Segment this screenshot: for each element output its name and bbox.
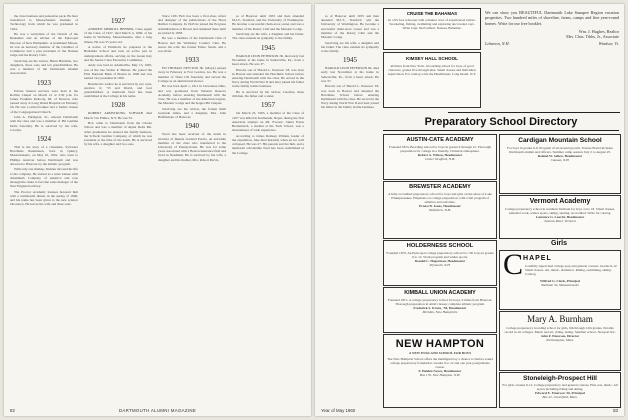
ad-title: Stoneleigh-Prospect Hill xyxy=(523,375,597,382)
obituary-paragraph: ss of Hanover until 1933 and then attended M.I.T., Stanford, and the University of Washington. He became a successful chain-store owner and was a member of the Rotary Club and the Masonic Lodge. xyxy=(232,14,304,31)
ad-place: Box 170, New Hampton, N.H. xyxy=(419,373,461,378)
ad-place: Northampton, Mass. xyxy=(546,338,574,343)
ad-signature-2: Mrs. Chas. Tibbs, Jr., Associate xyxy=(566,34,619,40)
ad-mary-burnham xyxy=(499,311,621,371)
chapel-c-logo: C xyxy=(503,250,524,281)
class-year-heading: 1957 xyxy=(261,101,275,110)
ad-text: A fully accredited preparatory school for boys and girls on the shore of Lake Winnipesaukee. Emphasis on college preparation, with a full program of athletics and activities. xyxy=(388,192,492,205)
girls-section-label: Girls xyxy=(551,240,567,247)
ad-place: Saxtons River, Vermont xyxy=(544,219,576,224)
ad-kimball-union xyxy=(383,287,497,333)
ad-place: Waltham 54, Massachusetts xyxy=(541,283,579,288)
ad-vermont-academy xyxy=(499,195,621,239)
ad-austin-cate xyxy=(383,134,497,180)
ad-kimsey-hall xyxy=(383,52,481,108)
ad-text: Founded 1879. An Episcopal college preparatory school for 150 boys in grades 9 to 12. Work program and winter sports. xyxy=(386,251,494,260)
obituary-column-1 xyxy=(10,14,78,208)
ad-text: For girls. Grades 9-12. College preparatory and general courses. Fine arts, music. All sports including riding and skiing. xyxy=(502,383,618,392)
ad-contact: Edward E. Emerson '36, Principal xyxy=(535,391,585,396)
ad-title: HAPEL xyxy=(523,255,552,262)
ad-brewster xyxy=(383,181,497,239)
ad-title: AUSTIN-CATE ACADEMY xyxy=(406,137,474,143)
obituary-paragraph: HAROLD LEON PETERSON JR. died early last November at his home in Sellersville, Pa., from a heart attack. He was 37. xyxy=(232,53,304,67)
ad-text: 40 miles from New York. A boarding school for boys of good character, grades five through nine. Small classes and individual supervision. For catalog write the Headmaster, Long Island, N.Y. xyxy=(387,64,477,77)
ad-text: In a 95-foot schooner with a mature crew of experienced sailors. Snorkeling, fishing, swimming and exploring uncrowded cays. Write Capt. Ned Gilbert, Nassau, Bahamas. xyxy=(388,18,476,31)
obituary-paragraph: Bob came to Dartmouth from the Choate School and was a member of Alpha Delta Phi. After graduation he entered the family business, the Schwab Lumber Company, of which he was president at the time of his death. He is survived by his wife, a daughter and two sons. xyxy=(84,121,152,147)
ad-text: For boys in grades 6-9. Program of all-around growth. Trustee Board includes Dartmouth alumni and officers. Summer camp session July 2 to August 25. xyxy=(507,146,613,155)
obituary-paragraph: A native of Pittsfield, he prepared at the Berkshire School and took an active part in undergraduate affairs, serving on the Green Key and the Senior Class Executive Committee. xyxy=(84,45,152,62)
ad-contact: Robert A. Wilson, Headmaster xyxy=(417,153,463,158)
ad-place: Center Strafford, N.H. xyxy=(424,157,456,162)
ad-contact: John F. Emerson, Director xyxy=(540,334,580,339)
ad-bahamas-cruise xyxy=(383,8,481,50)
directory-title: Preparatory School Directory xyxy=(424,116,578,128)
ad-title: Mary A. Burnham xyxy=(527,314,593,324)
ad-title: KIMSEY HALL SCHOOL xyxy=(406,56,458,61)
ad-title: NEW HAMPTON xyxy=(395,338,485,350)
ad-text: The New Hampton School offers the intelligent boy a chance to build a sound college preparatory foundation. Grades 9 to 12 and one year postgraduate course. xyxy=(387,357,493,370)
ad-text: College preparatory boarding school for girls, 9th through 12th grades. Notable record in all colleges. Music and art, riding, skiing. Summer school, Newport R.I. xyxy=(504,326,616,335)
ad-contact: Laurence G. Leavitt, Headmaster xyxy=(535,215,585,220)
obituary-paragraph: ROBERT ARMSTRONG SCHWAB died March 3 in Elmira, N.Y. He was 55. xyxy=(84,111,152,120)
ad-title: HOLDERNESS SCHOOL xyxy=(406,243,474,249)
obituary-paragraph: Harold, son of Harold L. Peterson '18, was born in Boston and attended the Hotchkiss School before entering Dartmouth with the class. He served in the Navy during World War II and later joined his father in the family textile business. xyxy=(232,67,304,89)
ad-lake-sunapee xyxy=(485,10,619,106)
obituary-paragraph: Besides his widow he is survived by two sons, Andrew Jr. '53 and David, and four grandchildren. A memorial fund has been established at the College in his name. xyxy=(84,81,152,99)
ad-place: Meriden, New Hampshire xyxy=(422,310,458,315)
ad-signature-1: Wm. J. Hughes, Realtor xyxy=(578,28,619,34)
obituary-paragraph: ED THOMAS NEWTON JR. (Major) passed away in February at Fort Gordon, Ga. He was a member of Theta Chi fraternity and served the College as an alumni interviewer. xyxy=(158,66,226,83)
ad-place: Plymouth, N.H. xyxy=(429,263,451,268)
ad-text: Carefully supervised college prep and general courses. Grades 9-12. Small classes. Art, music, dramatics. Riding, swimming, skiing. Catalog. xyxy=(525,264,618,277)
obituary-paragraph: This is the story of a classmate, Sylvester Hotchkiss Rasmussen, born in Quincy, Massachusetts, on May 10, 1901, who went to Phillips Andover before Dartmouth and was attracted to Hanover by the athletic program. xyxy=(10,145,78,166)
obituary-paragraph: Andy was born in Adamsville, May 13, 1905, son of the late Walter P. Hebner. He joined the First National Bank of Boston in 1928 and was named vice president in 1950. xyxy=(84,63,152,81)
ad-place: Wolfeboro, N.H. xyxy=(429,208,451,213)
class-year-heading: 1924 xyxy=(37,135,51,144)
ad-chapel-hill xyxy=(499,250,621,310)
ad-new-hampton xyxy=(383,334,497,408)
obituary-paragraph: the class business and palaestrae pack. He later transferred to Massachusetts Institute of Technology from which he was graduated in 1924. xyxy=(10,14,78,31)
page-number-left: 82 xyxy=(10,408,15,413)
obituary-column-3 xyxy=(158,14,226,163)
class-year-heading: 1923 xyxy=(37,78,51,87)
class-year-heading: 1927 xyxy=(111,17,125,25)
ad-text: Founded 1823. Boarding school for boys in grades 9 through 12. Thorough preparation for college in a friendly, Christian atmosphere. xyxy=(389,145,491,154)
obituary-paragraph: Private funeral services were held at the Rollins Chapel on March 21 at 2:30 p.m. for James Franklin Peabody, 66, of Newton, who passed away at Long Island Hospital on February 26. He was a retired banker and a former trustee of the Congregational Church. xyxy=(10,88,78,114)
left-page xyxy=(4,4,311,416)
obituary-paragraph: The Proctor Academy trustees honored him with a testimonial dinner in the spring of 1960, and his name has been given to the new science laboratory. He leaves his wife and three sons. xyxy=(10,189,78,207)
right-page xyxy=(315,4,624,416)
ad-contact: Frederick S. Kraus, '38, Headmaster xyxy=(413,306,467,311)
obituary-paragraph: He was a member of the Dartmouth Club of Boston and the Wellesley Country Club. He leaves his wife, the former Elinor Sands, and a son, Peter. xyxy=(158,36,226,54)
obituary-paragraph: He was a vestryman of the Church of the Redeemer and an adviser of the Episcopal Diocese of New Hampshire. A prominent Mason, he was an honorary member of the Chamber of Commerce and a past president of the Nashua lodge and the Rotary Club. xyxy=(10,32,78,58)
obituary-paragraph: With only one mishap, Sumner devoted his life to his company. He started as a sales trainee with Aluminum Company of America and rose through the ranks to become sales manager of the New England territory. xyxy=(10,167,78,189)
class-year-heading: 1945 xyxy=(343,56,357,65)
obituary-paragraph: He was born April 1, 1911 in Cleveland, Ohio, and was graduated from Western Reserve Academy before entering Dartmouth with the class. He was a member of the American Legion, the Masonic Lodge and the Kappa Phi Chapter. xyxy=(158,84,226,106)
obituary-column-2 xyxy=(84,14,152,148)
ad-location-left: Lebanon, N.H. xyxy=(485,41,510,47)
ad-title: Cardigan Mountain School xyxy=(518,137,602,144)
issue-date-footer: Year of May 1960 xyxy=(321,408,356,413)
ad-cardigan-mountain xyxy=(499,134,621,194)
ad-place: Box 22, Greenfield, Mass. xyxy=(542,395,578,400)
obituary-paragraph: Surviving are his wife, a daughter and his father. The class extends its sympathy to the family. xyxy=(232,32,304,41)
obituary-paragraph: On March 25, 1963, a member of the Class of 1957 was killed in Katmandu, Nepal, during the first American attempt on Mt. Everest. James Eaton Breitenbach, a student at the Tuck School, was a mountaineer of wide experience. xyxy=(232,111,304,133)
directory-rule-top xyxy=(448,112,620,113)
obituary-paragraph: Surviving are his widow, Helen Hutchins, two daughters, three sons and ten grandchildren. He was a member of the Dartmouth Alumni Association. xyxy=(10,58,78,76)
obituary-paragraph: He is survived by his widow, Caroline, three children, his father and a sister. xyxy=(232,90,304,99)
obituary-paragraph: HAROLD LEON PETERSON JR. died early last November at his home in Sellersville, Pa., from a heart attack. He was 37. xyxy=(321,66,379,83)
ad-place: Canaan, N.H. xyxy=(550,158,570,163)
ad-holderness xyxy=(383,240,497,286)
ad-text: We can show you BEAUTIFUL Dartmouth Lake Sunapee Region vacation properties. Two hundred miles of shoreline, farms, camps and fine year-round homes. Write for our free booklet. xyxy=(485,10,619,26)
ad-subtitle: A NEW ENGLAND SCHOOL FOR BOYS xyxy=(408,351,472,355)
class-year-heading: 1928 xyxy=(111,101,125,110)
obituary-paragraph: Surviving are his wife, a daughter and his father. The class extends its sympathy to the family. xyxy=(321,40,379,54)
ad-text: College preparatory school in southern Vermont for boys 14 to 18. Small classes, remedial work, winter sports, skiing, skating. Accredited. Write for catalog. xyxy=(505,207,615,216)
ad-contact: Donald C. Hagerman, Headmaster xyxy=(414,259,466,264)
ad-contact: Ernest B. Jones, Headmaster xyxy=(419,204,461,209)
ad-location-right: Windsor, Vt. xyxy=(598,41,619,47)
ad-title: KIMBALL UNION ACADEMY xyxy=(404,290,476,296)
ad-contact: Roland W. Sellew, Headmaster xyxy=(537,154,583,159)
obituary-column-5 xyxy=(321,14,379,409)
obituary-paragraph: According to James Ramsey Ullman, leader of the expedition, Jake died instantly when an ice wall collapsed. He was 27. His parents survive him, and a memorial scholarship fund has been established at the College. xyxy=(232,133,304,155)
ad-title: CRUISE THE BAHAMAS xyxy=(406,11,458,16)
obituary-paragraph: ss of Hanover until 1933 and then attended M.I.T., Stanford, and the University of Washington. He became a successful chain-store owner and was a member of the Rotary Club and the Masonic Lodge. xyxy=(321,14,379,40)
directory-rule-bottom xyxy=(383,130,619,131)
class-year-heading: 1933 xyxy=(185,56,199,65)
obituary-paragraph: Word has been received of the death in October of Dennis Garland Purvis, an erstwhile member of the class who transferred to the University of Pennsylvania. He was for some years associated with a Boston insurance firm and lived in Needham. He is survived by his wife, a daughter and his mother, Mrs. Robert Purvis. xyxy=(158,132,226,162)
obituary-paragraph: Since 1931 Bob has been a first-class writer and designer of the publications of the Hood Rubber Company. In 1943 he joined the Progress Administration at Brown and remained there until he retired in 1958. xyxy=(158,14,226,35)
obituary-paragraph: John A. Purington, Sr., entered Dartmouth with the class and was a member of Phi Gamma Delta fraternity. He is survived by his wife, Carolyn. xyxy=(10,115,78,132)
magazine-title-footer: DARTMOUTH ALUMNI MAGAZINE xyxy=(118,408,197,413)
obituary-paragraph: ANDREW MERRILL HEBNER, Class Agent of the Class of 1927, died March 4, 1960, at his home in Wellesley, Massachusetts, after a long illness. He was 55 years old. xyxy=(84,27,152,44)
ad-stoneleigh-prospect xyxy=(499,372,621,408)
obituary-paragraph: Harold, son of Harold L. Peterson '18, was born in Boston and attended the Hotchkiss School before entering Dartmouth with the class. He served in the Navy during World War II and later joined his father in the family textile business. xyxy=(321,84,379,110)
ad-contact: Wilfred G. Clark, Principal xyxy=(540,279,580,283)
class-year-heading: 1940 xyxy=(185,122,199,131)
class-year-heading: 1945 xyxy=(261,43,275,52)
ad-title: Vermont Academy xyxy=(529,198,591,205)
ad-title: BREWSTER ACADEMY xyxy=(409,184,471,190)
obituary-paragraph: Surviving are his widow, the former Ruth Gertrude Ames, and a daughter, Mrs. John Hoffmeister of Hanover. xyxy=(158,106,226,120)
ad-contact: F. Holden Noyes, Headmaster xyxy=(418,369,462,374)
obituary-column-4 xyxy=(232,14,304,156)
ad-text: Founded 1813. A college preparatory school for boys, 9 miles from Hanover. Thorough preparation in small classes; complete athletic program. xyxy=(387,298,493,307)
page-number-right: 83 xyxy=(613,408,618,413)
